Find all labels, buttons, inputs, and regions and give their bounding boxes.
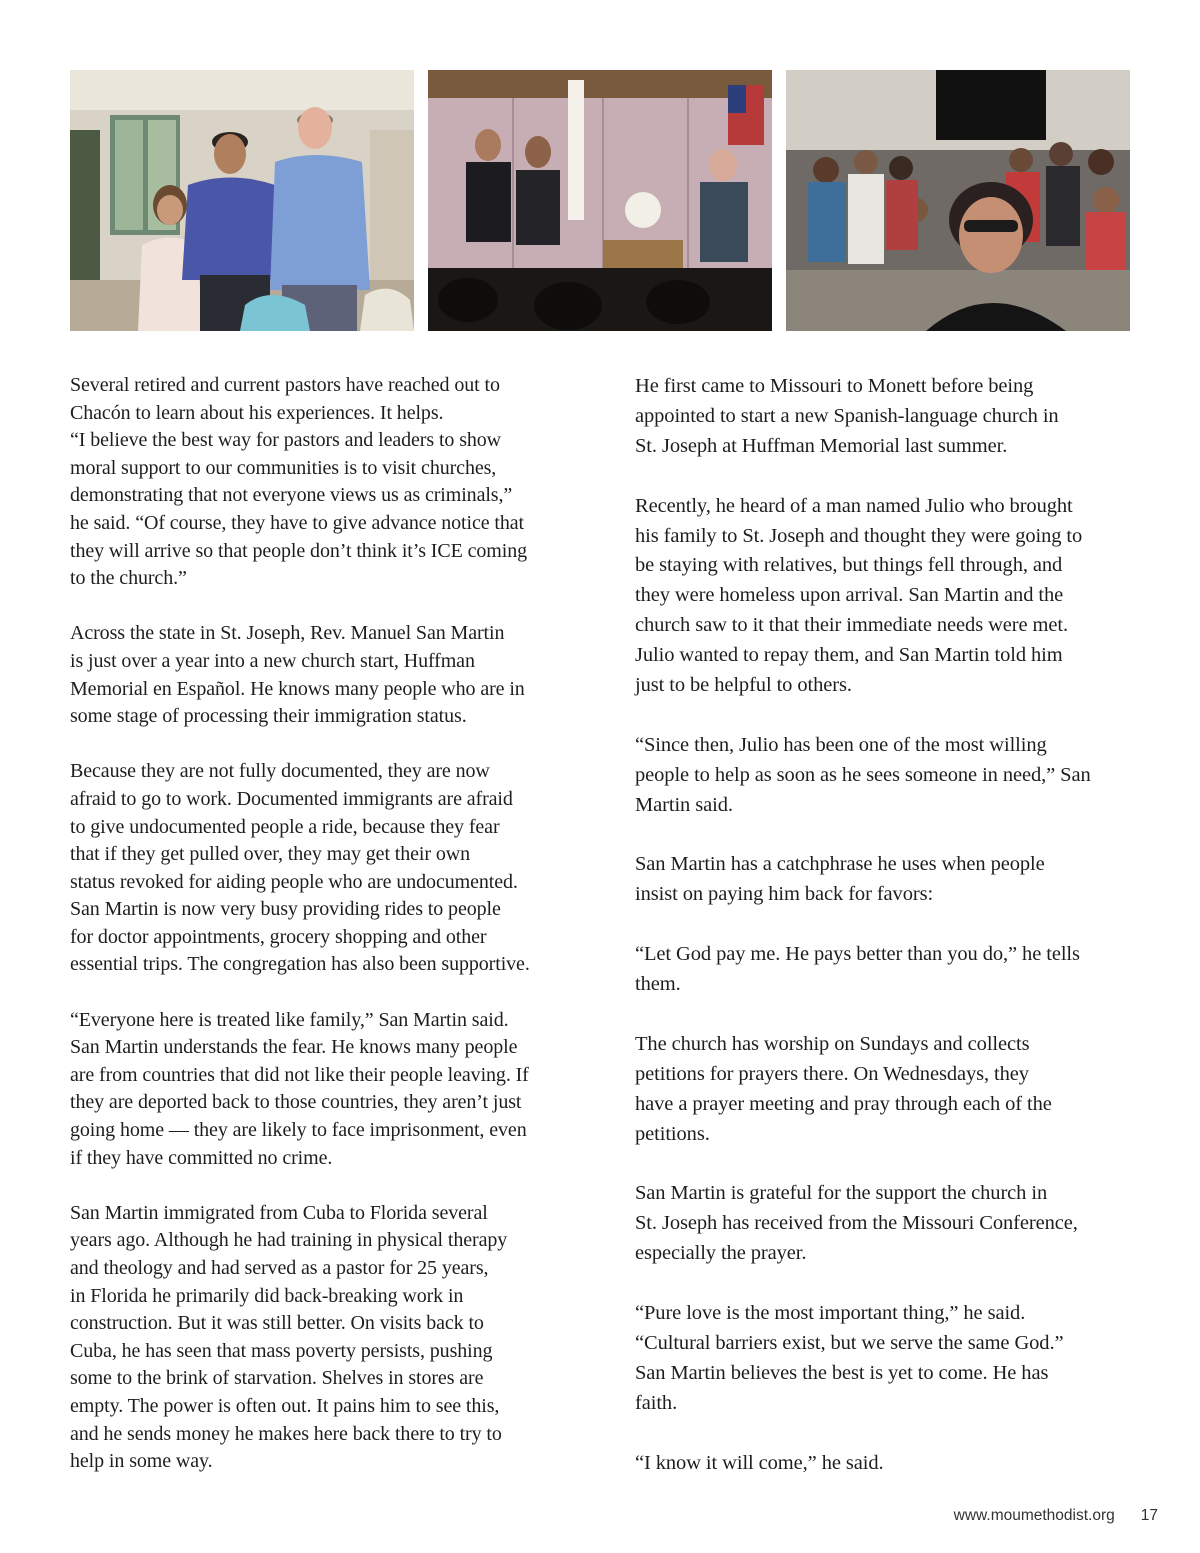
article-paragraph: “Let God pay me. He pays better than you do,” he tells them. [635,943,1080,996]
article-paragraph: The church has worship on Sundays and collects petitions for prayers there. On Wednesdays, they have a prayer meeting and pray through each of the petitions. [635,1032,1052,1145]
article-paragraph: Across the state in St. Joseph, Rev. Manuel San Martin is just over a year into a new church start, Huffman Memorial en Español. He knows many people who are in some stage of processing their immigration status. [70,622,525,728]
article-paragraph: Because they are not fully documented, they are now afraid to go to work. Documented immigrants are afraid to give undocumented people a ride, because they fear that if they get pulled over, they may get their own status revoked for aiding people who are undocumented. San Martin is now very busy providing rides to people for doctor appointments, grocery shopping and other essential trips. The congregation has also been supportive. [70,760,530,976]
article-paragraph: “Pure love is the most important thing,” he said. “Cultural barriers exist, but we serve the same God.” San Martin believes the best is yet to come. He has faith. [635,1301,1064,1414]
article-paragraph: He first came to Missouri to Monett before being appointed to start a new Spanish-language church in St. Joseph at Huffman Memorial last summer. [635,375,1059,457]
article-right-column [635,372,1130,1508]
photo-pastors-with-girl [70,70,414,331]
page-number: 17 [1140,1507,1158,1524]
article-left-column [70,372,570,1503]
page-footer [954,1507,1158,1525]
article-paragraph: San Martin is grateful for the support the church in St. Joseph has received from the Missouri Conference, especially the prayer. [635,1182,1078,1265]
photo-panel-discussion [428,70,772,331]
article-paragraph: “I know it will come,” he said. [635,1451,884,1474]
article-paragraph: “Everyone here is treated like family,” San Martin said. San Martin understands the fear. He knows many people are from countries that did not like their people leaving. If they are deported back to those countries, they aren’t just going home — they are likely to face imprisonment, even if they have committed no crime. [70,1008,529,1169]
article-paragraph: Several retired and current pastors have reached out to Chacón to learn about his experiences. It helps. “I believe the best way for pastors and leaders to show moral support to our communities is to visit churches, demonstrating that not everyone views us as criminals,” he said. “Of course, they have to give advance notice that they will arrive so that people don’t think it’s ICE coming to the church.” [70,374,527,590]
article-paragraph: “Since then, Julio has been one of the most willing people to help as soon as he sees someone in need,” San Martin said. [635,733,1091,816]
article-paragraph: Recently, he heard of a man named Julio who brought his family to St. Joseph and thought they were going to be staying with relatives, but things fell through, and they were homeless upon arrival. San Martin and the church saw to it that their immediate needs were met. Julio wanted to repay them, and San Martin told him just to be helpful to others. [635,494,1083,697]
article-paragraph: San Martin has a catchphrase he uses when people insist on paying him back for favors: [635,853,1045,906]
article-paragraph: San Martin immigrated from Cuba to Florida several years ago. Although he had training in physical therapy and theology and had served as a pastor for 25 years, in Florida he primarily did back-breaking work in construction. But it was still better. On visits back to Cuba, he has seen that mass poverty persists, pushing some to the brink of starvation. Shelves in stores are empty. The power is often out. It pains him to see this, and he sends money he makes here back there to try to help in some way. [70,1201,508,1473]
footer-website-url[interactable]: www.moumethodist.org [953,1507,1115,1524]
photo-congregation-selfie [786,70,1130,331]
